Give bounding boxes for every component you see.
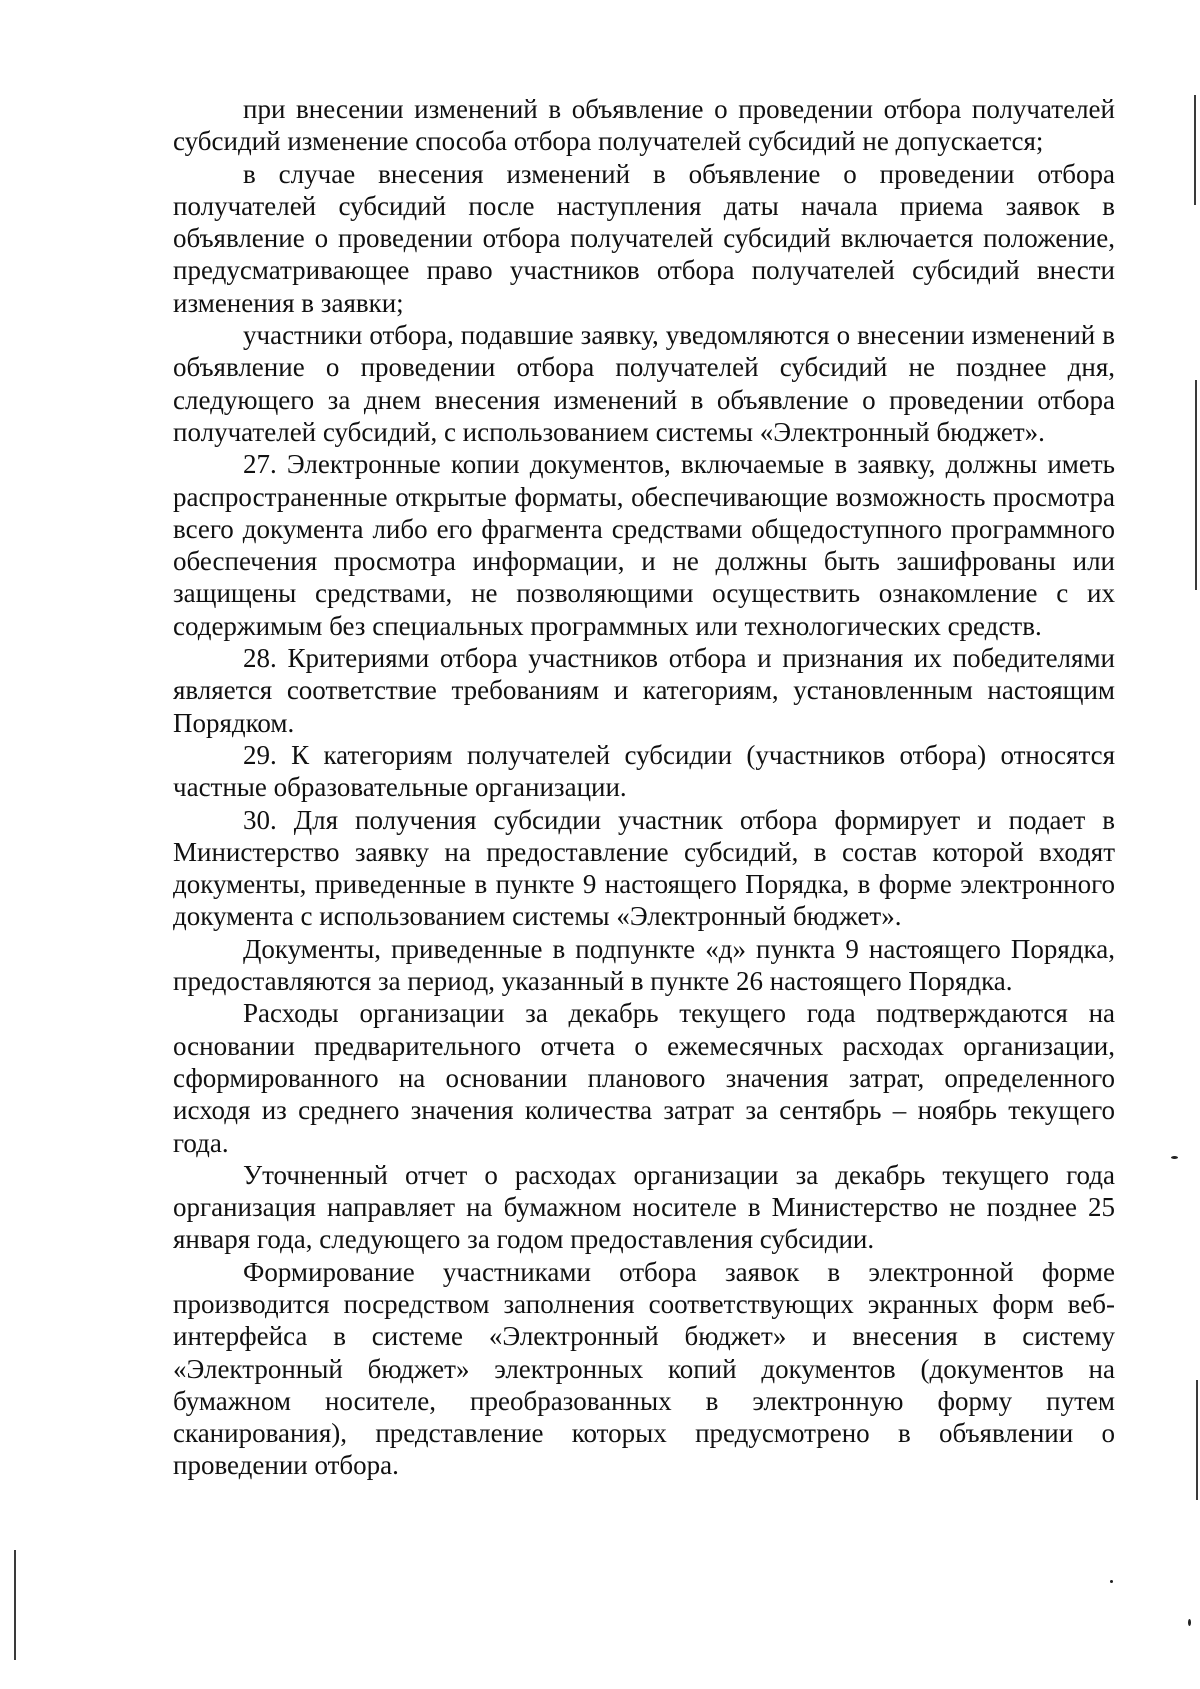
scan-speck	[1110, 1580, 1113, 1583]
paragraph-item-29: 29. К категориям получателей субсидии (участников отбора) относятся частные образовательные организации.	[173, 739, 1115, 803]
paragraph-refined-report: Уточненный отчет о расходах организации за декабрь текущего года организация направляет на бумажном носителе в Министерство не позднее 25 января года, следующего за годом предоставления субсидии.	[173, 1159, 1115, 1255]
paragraph-item-27: 27. Электронные копии документов, включаемые в заявку, должны иметь распространенные открытые форматы, обеспечивающие возможность просмотра всего документа либо его фрагмента средствами общедоступного программного обеспечения просмотра информации, и не должны быть зашифрованы или защищены средствами, не позволяющими осуществить ознакомление с их содержимым без специальных программных или технологических средств.	[173, 449, 1115, 641]
paragraph-item-30: 30. Для получения субсидии участник отбора формирует и подает в Министерство заявку на предоставление субсидий, в состав которой входят документы, приведенные в пункте 9 настоящего Порядка, в форме электронного документа с использованием системы «Электронный бюджет».	[173, 804, 1115, 932]
paragraph-amendment-method: при внесении изменений в объявление о проведении отбора получателей субсидий изменение способа отбора получателей субсидий не допускается;	[173, 94, 1115, 157]
paragraph-december-expenses: Расходы организации за декабрь текущего года подтверждаются на основании предварительного отчета о ежемесячных расходах организации, сформированного на основании планового значения затрат, определенного исходя из среднего значения количества затрат за сентябрь – ноябрь текущего года.	[173, 998, 1115, 1158]
paragraph-participant-notification: участники отбора, подавшие заявку, уведомляются о внесении изменений в объявление о проведении отбора получателей субсидий не позднее дня, следующего за днем внесения изменений в объявление о проведении отбора получателей субсидий, с использованием системы «Электронный бюджет».	[173, 320, 1115, 447]
scan-speck	[1188, 1619, 1191, 1626]
scan-edge-line-lower	[1196, 1380, 1198, 1500]
paragraph-electronic-form: Формирование участниками отбора заявок в электронной форме производится посредством заполнения соответствующих экранных форм веб-интерфейса в системе «Электронный бюджет» и внесения в систему «Электронный бюджет» электронных копий документов (документов на бумажном носителе, преобразованных в электронную форму путем сканирования), представление которых предусмотрено в объявлении о проведении отбора.	[173, 1256, 1115, 1481]
paragraph-documents-period: Документы, приведенные в подпункте «д» пункта 9 настоящего Порядка, предоставляются за период, указанный в пункте 26 настоящего Порядка.	[173, 933, 1115, 997]
scan-speck	[1171, 1156, 1178, 1159]
scan-edge-line-upper	[1194, 95, 1196, 205]
document-body	[173, 93, 1115, 1482]
scan-edge-line-middle	[1195, 380, 1197, 590]
scan-edge-line-left	[14, 1550, 16, 1660]
paragraph-item-28: 28. Критериями отбора участников отбора и признания их победителями является соответствие требованиям и категориям, установленным настоящим Порядком.	[173, 643, 1115, 738]
paragraph-amendment-after-start: в случае внесения изменений в объявление о проведении отбора получателей субсидий после наступления даты начала приема заявок в объявление о проведении отбора получателей субсидий включается положение, предусматривающее право участников отбора получателей субсидий внести изменения в заявки;	[173, 158, 1115, 318]
